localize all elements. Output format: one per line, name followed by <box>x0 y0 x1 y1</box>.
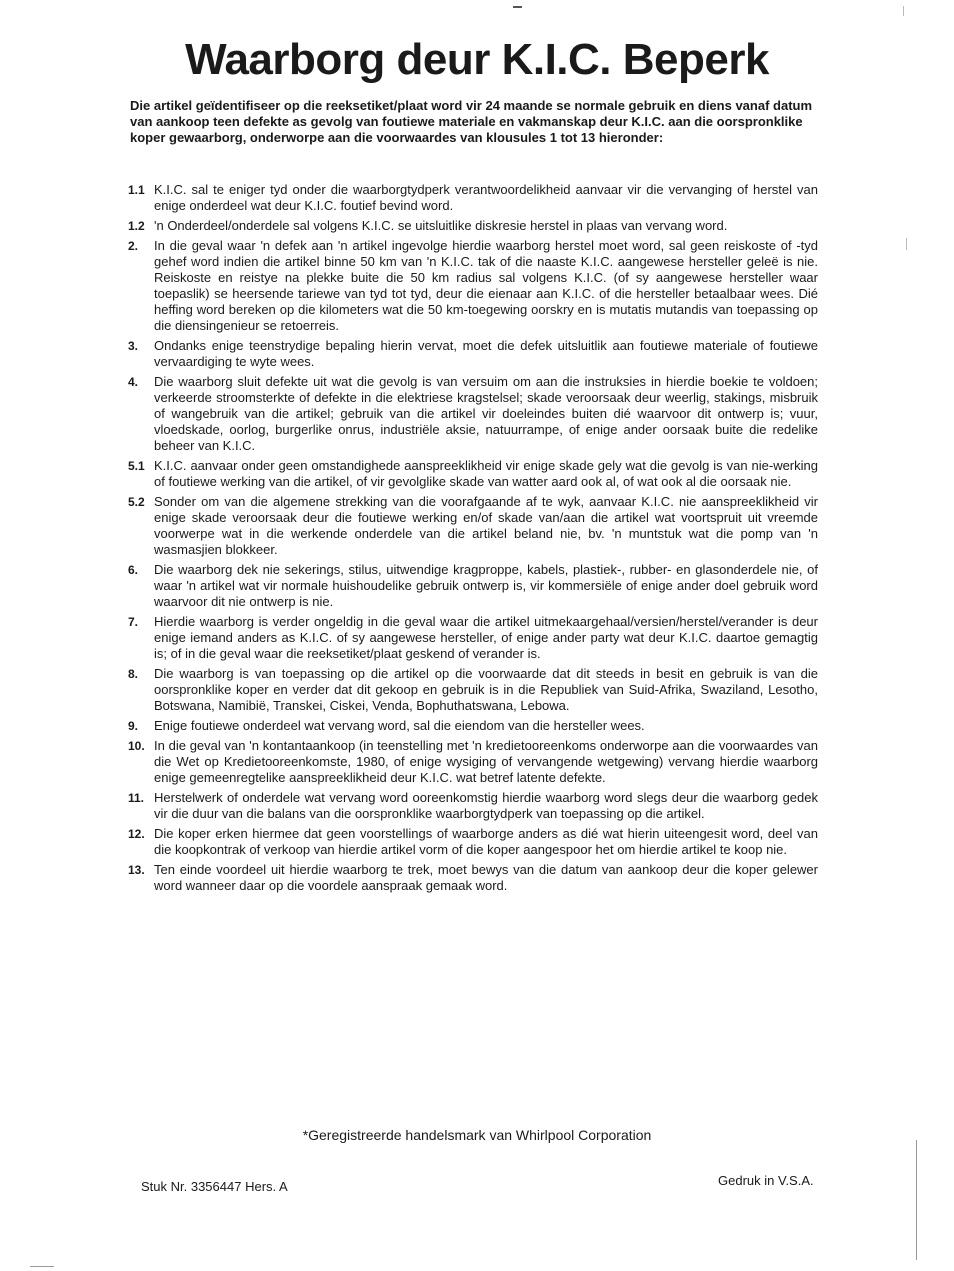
clause-text: 'n Onderdeel/onderdele sal volgens K.I.C. se uitsluitlike diskresie herstel in plaas van vervang word. <box>154 218 728 233</box>
part-number: Stuk Nr. 3356447 Hers. A <box>141 1179 288 1194</box>
clause-text: Ondanks enige teenstrydige bepaling hierin vervat, moet die defek uitsluitlik aan foutiewe materiale of foutiewe vervaardiging te wyte wees. <box>154 338 818 369</box>
clause-2 <box>128 238 818 334</box>
scan-mark-right-1 <box>903 6 904 16</box>
scan-edge-right <box>916 1140 917 1260</box>
clause-list <box>128 182 818 898</box>
clause-10 <box>128 738 818 786</box>
clause-text: Enige foutiewe onderdeel wat vervang word, sal die eiendom van die hersteller wees. <box>154 718 645 733</box>
clause-5-1 <box>128 458 818 490</box>
clause-text: Die koper erken hiermee dat geen voorstellings of waarborge anders as dié wat hierin uiteengesit word, deel van die koopkontrak of verkoop van hierdie artikel vorm of die koper aangespoor het om hierdie artikel te koop nie. <box>154 826 818 857</box>
clause-number: 6. <box>128 563 139 577</box>
clause-text: Sonder om van die algemene strekking van die voorafgaande af te wyk, aanvaar K.I.C. nie aanspreeklikheid vir enige skade veroorsaak deur die foutiewe werking en/of skade van/aan die artikel wat voortspruit uit vreemde voorwerpe wat in die werkende onderdele van die artikel beland nie, bv. 'n muntstuk wat die pomp van 'n wasmasjien blokkeer. <box>154 494 818 557</box>
clause-number: 5.1 <box>128 459 145 473</box>
clause-1-1 <box>128 182 818 214</box>
clause-text: In die geval van 'n kontantaankoop (in teenstelling met 'n kredietooreenkoms onderworpe aan die voorwaardes van die Wet op Kredietooreenkomste, 1980, of enige wysiging of vervangende wetgewing) vervang hierdie waarborg enige gemeenregtelike aanspreeklikheid deur K.I.C. wat betref latente defekte. <box>154 738 818 785</box>
clause-number: 2. <box>128 239 139 253</box>
trademark-note: *Geregistreerde handelsmark van Whirlpool Corporation <box>302 1127 652 1143</box>
clause-1-2 <box>128 218 818 234</box>
clause-11 <box>128 790 818 822</box>
clause-text: Die waarborg sluit defekte uit wat die gevolg is van versuim om aan die instruksies in hierdie boekie te voldoen; verkeerde stroomsterkte of defekte in die elektriese kragstelsel; skade veroorsaak deur weerlig, stakings, misbruik of wangebruik van die artikel; gebruik van die artikel vir doeleindes buiten dié waarvoor dit ontwerp is; vuur, vloedskade, oorlog, burgerlike onrus, industriële aksie, natuurrampe, of enige ander oorsaak buite die redelike beheer van K.I.C. <box>154 374 818 453</box>
clause-number: 11. <box>128 791 145 805</box>
clause-number: 13. <box>128 863 145 877</box>
clause-text: Hierdie waarborg is verder ongeldig in die geval waar die artikel uitmekaargehaal/versien/herstel/verander is deur enige iemand anders as K.I.C. of sy aangewese hersteller, of enige ander party wat deur K.I.C. daartoe gemagtig is; of in die geval waar die reeksetiket/plaat geskend of verander is. <box>154 614 818 661</box>
clause-text: Die waarborg is van toepassing op die artikel op die voorwaarde dat dit steeds in besit en gebruik is van die oorspronklike koper en verder dat dit gekoop en gebruik is in die Republiek van Suid-Afrika, Swaziland, Lesotho, Botswana, Namibië, Transkei, Ciskei, Venda, Bophuthatswana, Lebowa. <box>154 666 818 713</box>
clause-number: 1.1 <box>128 183 145 197</box>
clause-13 <box>128 862 818 894</box>
clause-8 <box>128 666 818 714</box>
scan-mark-right-2 <box>906 238 907 250</box>
clause-text: Die waarborg dek nie sekerings, stilus, uitwendige kragproppe, kabels, plastiek-, rubber- en glasonderdele nie, of waar 'n artikel wat vir normale huishoudelike gebruik ontwerp is, vir kommersiële of enige ander doel gebruik word waarvoor dit nie ontwerp is nie. <box>154 562 818 609</box>
clause-text: In die geval waar 'n defek aan 'n artikel ingevolge hierdie waarborg herstel moet word, sal geen reiskoste of -tyd gehef word indien die artikel binne 50 km van 'n K.I.C. tak of die naaste K.I.C. aangewese hersteller geleë is nie. Reiskoste en reistye na plekke buite die 50 km radius sal volgens K.I.C. (of sy aangewese hersteller waar toepaslik) se heersende tariewe van tyd tot tyd, deur die eienaar aan K.I.C. of die hersteller betaalbaar wees. Dié heffing word bereken op die kilometers wat die 50 km-toegewing oorskry en is mutatis mutandis van toepassing op die diensingenieur se retoerreis. <box>154 238 818 333</box>
scan-mark-bottom-left <box>30 1266 54 1267</box>
clause-number: 1.2 <box>128 219 145 233</box>
clause-text: Ten einde voordeel uit hierdie waarborg te trek, moet bewys van die datum van aankoop deur die koper gelewer word wanneer daar op die voordele aanspraak gemaak word. <box>154 862 818 893</box>
clause-text: K.I.C. aanvaar onder geen omstandighede aanspreeklikheid vir enige skade gely wat die gevolg is van nie-werking of foutiewe werking van die artikel, of vir gevolglike skade van watter aard ook al, of wat ook al die oorsaak nie. <box>154 458 818 489</box>
intro-paragraph: Die artikel geïdentifiseer op die reeksetiket/plaat word vir 24 maande se normale gebruik en diens vanaf datum van aankoop teen defekte as gevolg van foutiewe materiale en vakmanskap deur K.I.C. aan die oorspronklike koper gewaarborg, onderworpe aan die voorwaardes van klousules 1 tot 13 hieronder: <box>130 98 813 145</box>
clause-12 <box>128 826 818 858</box>
clause-text: K.I.C. sal te eniger tyd onder die waarborgtydperk verantwoordelikheid aanvaar vir die vervanging of herstel van enige onderdeel wat deur K.I.C. foutief bevind word. <box>154 182 818 213</box>
clause-number: 4. <box>128 375 139 389</box>
clause-number: 9. <box>128 719 139 733</box>
clause-text: Herstelwerk of onderdele wat vervang word ooreenkomstig hierdie waarborg word slegs deur die waarborg gedek vir die duur van die balans van die oorspronklike waarborgtydperk van toepassing op die artikel. <box>154 790 818 821</box>
clause-4 <box>128 374 818 454</box>
clause-number: 10. <box>128 739 145 753</box>
clause-number: 5.2 <box>128 495 145 509</box>
clause-number: 3. <box>128 339 139 353</box>
printed-in: Gedruk in V.S.A. <box>718 1173 814 1188</box>
clause-number: 8. <box>128 667 139 681</box>
clause-number: 12. <box>128 827 145 841</box>
clause-9 <box>128 718 818 734</box>
clause-7 <box>128 614 818 662</box>
scan-mark-top <box>513 6 522 8</box>
clause-3 <box>128 338 818 370</box>
clause-number: 7. <box>128 615 139 629</box>
clause-5-2 <box>128 494 818 558</box>
clause-6 <box>128 562 818 610</box>
page-title: Waarborg deur K.I.C. Beperk <box>185 35 769 84</box>
